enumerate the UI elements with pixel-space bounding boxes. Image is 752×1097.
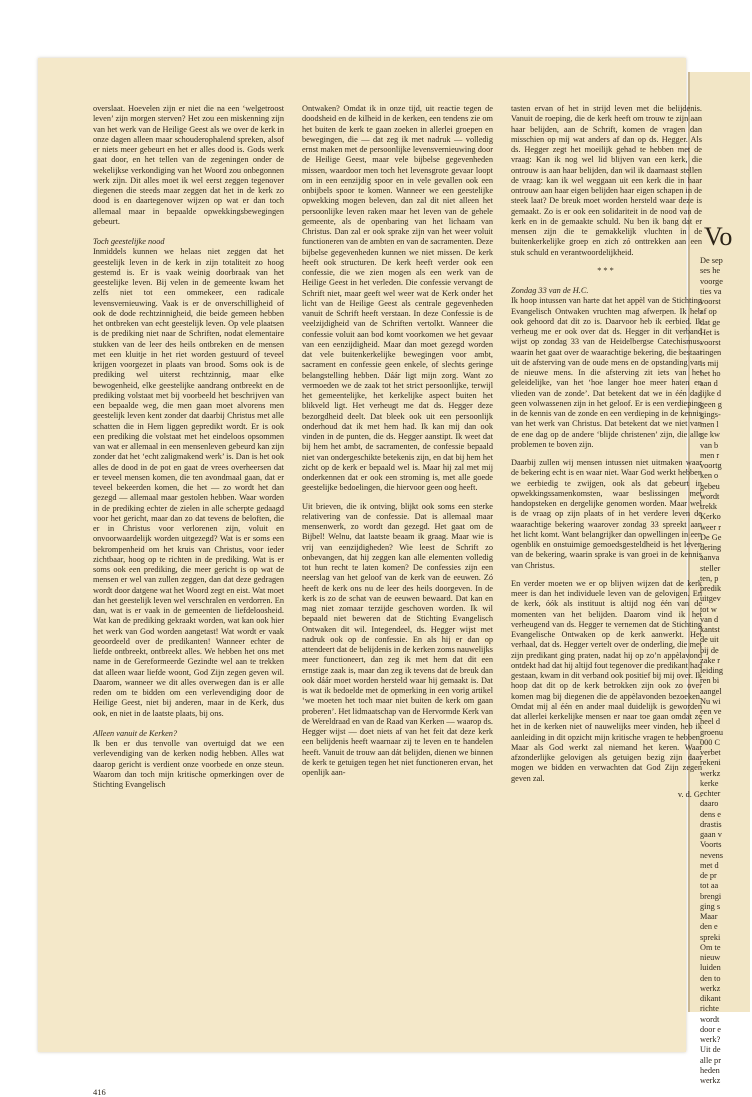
- section-divider: ***: [597, 265, 616, 275]
- adjacent-page-line: drastis: [700, 819, 722, 829]
- adjacent-page-line: werkz: [700, 768, 721, 778]
- adjacent-page-line: Kerko: [700, 512, 721, 522]
- adjacent-page-line: gebeu: [700, 481, 720, 491]
- adjacent-page-line: predik: [700, 584, 722, 593]
- adjacent-page-line: lijke d: [700, 389, 721, 399]
- adjacent-page-line: ses he: [700, 266, 721, 276]
- section-heading: Toch geestelijke nood: [93, 237, 165, 246]
- section-heading: Zondag 33 van de H.C.: [511, 286, 589, 295]
- adjacent-page-line: ging s: [700, 901, 721, 911]
- adjacent-page-line: het ho: [700, 368, 721, 378]
- adjacent-page-line: richte: [700, 1004, 719, 1014]
- adjacent-page-line: steller: [700, 563, 721, 573]
- adjacent-page-line: wordt: [700, 491, 720, 501]
- adjacent-page-line: brengi: [700, 891, 722, 901]
- adjacent-page-title: Vo: [704, 222, 733, 251]
- adjacent-page-line: uitgev: [700, 594, 721, 604]
- adjacent-page-line: nieuw: [700, 953, 721, 962]
- adjacent-page-line: dat ge: [700, 317, 721, 327]
- paragraph: En verder moeten we er op blijven wijzen dat de kerk meer is dan het individuele leven van de gelovigen. En de kerk, óók als instituut is altijd nog één van de momenten van het belijden. Daarom vind ik het verheugend van ds. Hegger te vernemen dat de Stichting Evangelische Ontwaken op de kerk aanwerkt. Het verhaal, dat ds. Hegger vertelt over de onderling, die met zijn predikant ging praten, nadat hij op zo’n appèlavond ontdekt had dat hij altijd fout tegenover die predikant had gestaan, kwam in dit verband ook positief bij mij over. Ik hoop dat dit op de kerk betrokken zijn ook zo over komen mag bij diegenen die de appèlavonden bezoeken. Omdat mij al één en ander maal duidelijk is geworden dat allerlei kerkelijke mensen er naar toe gaan omdat ze het in de kerken niet of nauwelijks meer vinden, heb ik aanleiding in dit opzicht mijn kritische vragen te hebben. Maar als God werkt zal niemand het keren. Waar afzonderlijke gelovigen als getuigen bezig zijn daar mogen we bidden en verwachten dat God Zijn zegen geven zal.: [511, 578, 703, 783]
- adjacent-page-line: heel d: [700, 717, 721, 727]
- adjacent-page-line: wordt: [700, 1014, 720, 1024]
- adjacent-page-line: zake r: [700, 655, 721, 665]
- adjacent-page-line: tot aa: [700, 881, 719, 891]
- adjacent-page-line: spreki: [700, 932, 721, 942]
- adjacent-page-line: luiden: [700, 963, 721, 973]
- adjacent-page-line: met d: [700, 860, 719, 870]
- page-number: 416: [93, 1087, 106, 1097]
- paragraph: Ik ben er dus tenvolle van overtuigd dat we een verlevendiging van de kerken nodig hebben. Alles wat daarop gericht is verdient onze voorbede en onze steun. Waarom dan toch mijn kritische opmerkingen over de Stichting Evangelisch: [93, 739, 284, 789]
- paragraph: Inmiddels kunnen we helaas niet zeggen dat het geestelijk leven in de kerk in zijn totaliteit zo hoog gestemd is. Er is vaak weinig doorbraak van het geestelijke leven. Bij velen in de gemeente kwam het zelfs niet tot een ommekeer, een radicale levensvernieuwing. Vaak is er de onverschilligheid of ook de dode rechtzinnigheid, die beide gemeen hebben het ontbreken van echt geestelijk leven. Op vele plaatsen is de prediking niet naar de Schriften, nodat elementaire stukken van de leer des heils ontbreken en de mensen met een kluitje in het riet worden gestuurd of teveel krijgen voorgezet in plaats van brood. Soms ook is de prediking wel uiterst rechtzinnig, maar elke bewogenheid, elke geestelijke aandrang ontbreekt en de prediking volstaat met bij voorbeeld het beschrijven van een bepaalde weg, die men gaan moet alvorens men geestelijk leven kent zonder dat daarbij Christus met alle schatten die in Hem liggen gepredikt wordt. Er is ook een prediking die volstaat met het eindeloos opsommen van wat er allemaal in een mensenleven gebeurd kan zijn zonder dat het ‘echt zaligmakend werk’ is. Dan is het ook alles de dood in de pot en gaat de vrees overheersen dat er teveel mensen komen, die ten avondmaal gaan, dat er teveel bekeerden komen, die het — zo wordt het dan gezegd — allemaal maar gestolen hebben. Waar worden in de prediking echter de zielen in alle scherpte gedaagd voor het gericht, maar dan zo dat tevens de beloften, die er in Christus voor verlorenen zijn, voluit en onvoorwaardelijk worden uitgezegd? Wat is er soms een bekrompenheid om het kruis van Christus, voor ieder zichtbaar, hoog op te richten in de prediking. Wat is er soms ook een prediking, die meer gericht is op wat de mensen er wel van zullen zeggen, dan dat deze gedragen wordt door datgene wat het Woord zegt en eist. Wat moet dan het geestelijk leven wel verschralen en verdorren. En dan, wat is er vaak in de gemeenten de liefdeloosheid. Wat kan de prediking gekraakt worden, wat kan ook hier het werk van God worden aangetast! Wat wordt er vaak geoordeeld over de predikanten! Wanneer echter de liefde ontbreekt, ontbreekt alles. We hebben het ons met name in de Gereformeerde Gezindte wel aan te trekken dat alleen waar liefde woont, God Zijn zegen geven wil. Daarom, wanneer we dit alles overwegen dan is er alle reden om te bidden om een verlevendiging door de Heilige Geest, niet bij anderen, maar in de Kerk, dus ook, en niet in de laatste plaats, bij ons.: [93, 247, 284, 718]
- adjacent-page-line: ren bi: [700, 676, 720, 686]
- adjacent-page-line: leiding: [700, 666, 724, 675]
- section-heading: Alleen vanuit de Kerken?: [93, 728, 178, 738]
- adjacent-page-line: bij de: [700, 645, 719, 655]
- author-initials: v. d. G.: [677, 789, 702, 799]
- adjacent-page-line: de uit: [700, 635, 719, 645]
- adjacent-page-line: werkz: [700, 1076, 721, 1085]
- adjacent-page-line: door e: [700, 1024, 721, 1034]
- adjacent-page-line: alle pr: [700, 1055, 721, 1065]
- adjacent-page-line: men l: [700, 420, 719, 429]
- adjacent-page-line: ken o: [700, 471, 719, 481]
- adjacent-page-line: De Ge: [700, 532, 722, 542]
- paragraph: Ontwaken? Omdat ik in onze tijd, uit reactie tegen de doodsheid en de kilheid in de kerken, een tendens zie om het buiten de kerk te gaan zoeken in allerlei groepen en bewegingen, die — dat zeg ik met nadruk — volledig ernst maken met de persoonlijke levensvernieuwing door de Heilige Geest, maar vele bijbelse gegevenheden missen, waardoor men toch het levensgrote gevaar loopt om in een eenzijdig spoor en in vele gevallen ook een onbijbels spoor te komen. Wanneer we een geestelijke opwekking mogen beleven, dan zal dit niet alleen het persoonlijke leven raken maar het leven van de gehele gemeente, als de openbaring van het lichaam van Christus. Dan zal er ook sprake zijn van het weer voluit functioneren van de ambten en van de sacramenten. Deze bijbelse gegevenheden kunnen we niet missen. De kerk heeft ook structuren. De kerk heeft verder ook een confessie, die we zien mogen als een werk van de Heilige Geest in het verleden. Die confessie vervangt de Schrift niet, maar geeft wel weer wat de Kerk onder het licht van de Heilige Geest als centrale gegevenheden vanuit de Schrift heeft verstaan. In deze Confessie is de veelzijdigheid van de Schriften vertolkt. Wanneer die confessie voluit aan bod komt voorkomen we het gevaar van een eenzijdigheid. Maar dan moet gezegd worden dat vele buitenkerkelijke bewegingen voor ambt, sacrament en confessie geen enkele, of slechts geringe belangstelling hebben. Dáár ligt mijn zorg. Want zo vermoeden we de zaak tot het strict persoonlijke, terwijl het gemeentelijke, het kerkelijke aspect buiten het blikveld ligt. Het verheugt me dat ds. Hegger deze bezorgdheid deelt. Dat bleek ook uit een persoonlijk onderhoud dat ik met hem had. Ik kan mij dan ook vinden in de punten, die ds. Hegger aanstipt. Ik weet dat bij hem het ambt, de sacramenten, de confessie bepaald niet van ondergeschikte betekenis zijn, en dat bij hem het zicht op de kerk er bepaald wel is. Maar hij zal met mij onderkennen dat er ook een stroming is, met alle goede geestelijke bedoelingen, die hiervoor geen oog heeft.: [302, 104, 493, 493]
- adjacent-page-line: Nu wi: [700, 696, 721, 706]
- adjacent-page-line: daaro: [700, 799, 719, 809]
- adjacent-page-line: gaan v: [700, 830, 722, 839]
- adjacent-page-line: ringen: [700, 348, 722, 358]
- adjacent-page-line: ten, p: [700, 573, 719, 583]
- adjacent-page-line: een ve: [700, 707, 722, 716]
- paragraph: Ik hoop intussen van harte dat het appèl van de Stichting Evangelisch Ontwaken vruchten mag afwerpen. Ik heb ook gehoord dat dit zo is. Daarvoor heb ik eerbied. Ik verheug me er ook over dat ds. Hegger in dit verband wijst op zondag 33 van de Heidelbergse Catechismus, waarin het gaat over de waarachtige bekering, die bestaat uit de afsterving van de oude mens en de opstanding van de nieuwe mens. In die afsterving zit iets van het geleidelijke, van het ‘hoe langer hoe meer haten en vlieden van de zonde’. Dat betekent dat we in één dag geen volwassenen zijn in het geloof. Er is een verdieping in de kennis van de zonde en een verdieping in de kennis van het werk van Christus. Dat betekent dat we niet van de ene dag op de andere ‘blijde christenen’ zijn, die alle problemen te boven zijn.: [511, 296, 702, 449]
- adjacent-page-line: tot w: [700, 604, 717, 614]
- adjacent-page-line: De sep: [700, 256, 723, 265]
- adjacent-page-line: Om te: [700, 942, 721, 952]
- adjacent-page-line: geen g: [700, 399, 722, 409]
- paragraph: Daarbij zullen wij mensen intussen niet uitmaken waar de bekering echt is en waar niet. Waar God werkt hebben we eerbiedig te zwijgen, ook als dat gebeurt in opwekkingssamenkomsten, waar beslissingen met handopsteken en dergelijke genomen worden. Maar wel is de vraag op zijn plaats of in het verdere leven de waarachtige bekering waarover zondag 33 spreekt aan het licht komt. Want belangrijker dan opwellingen in een ogenblik en onstuimige gemoedsgesteldheid is het leven van de bekering, waarin sprake is van groei in de kennis van Christus.: [511, 458, 702, 570]
- adjacent-page-line: weer r: [700, 522, 721, 532]
- adjacent-page-line: Uit de: [700, 1045, 721, 1055]
- paragraph: overslaat. Hoevelen zijn er niet die na een ‘welgetroost leven’ zijn morgen sterven? Het zou een miskenning zijn van het werk van de Heilige Geest als we over de kerk in onze dagen alleen maar schouderophalend spreken, alsof er niets meer gebeurt en het er alles dood is. Gods werk gaat door, en het tellen van de zegeningen onder de wekelijkse verkondiging van het Woord zou onbegonnen werk zijn. Dit alles moet ik wel eerst zeggen tegenover diegenen die steeds maar zeggen dat het in de kerk zo dood is en daartegenover wijzen op wat er dan toch allemaal maar in bepaalde opwekkingsbewegingen gebeurt.: [93, 104, 284, 226]
- adjacent-page-line: trekk: [700, 502, 718, 511]
- adjacent-page-line: voorge: [700, 276, 723, 286]
- adjacent-page-line: gings-: [700, 409, 721, 419]
- paragraph: tasten ervan of het in strijd leven met die belijdenis. Vanuit de roeping, die de kerk heeft om trouw te zijn aan haar belijden, aan de Schrift, komen de vragen dan misschien op mij wat anders af dan op ds. Hegger. Als ds. Hegger zegt het moeilijk gehad te hebben met de vraag: Kan ik nog wel lid blijven van een kerk, die ontrouw is aan haar belijden, dan wil ik daarnaast stellen de vraag: kan ik wel weggaan uit een kerk die in haar ontrouw aan haar eigen belijden haar eigen schapen in de steek laat? De breuk moet worden hersteld waar deze is gemaakt. Zo is er ook een solidariteit in de nood van de kerk en in de gemaakte schuld. Nu ben ik bang dat er mensen zijn die te gemakkelijk vluchten in de buitenkerkelijke groep en zich zó onttrekken aan een stuk schuld en verantwoordelijkheid.: [511, 104, 702, 257]
- adjacent-page-line: rekeni: [700, 758, 721, 768]
- adjacent-page-line: heden: [700, 1065, 720, 1075]
- paragraph: Uit brieven, die ik ontving, blijkt ook soms een sterke relativering van de confessie. Dat is allemaal maar mensenwerk, zo wordt dan gezegd. Het gaat om de Bijbel! Welnu, dat laatste beaam ik graag. Maar wie is vrij van eenzijdigheden? Wie leest de Schrift zo onbevangen, dat hij zeggen kan alle elementen volledig tot hun recht te laten komen? De confessies zijn een neerslag van het geloof van de kerk van de eeuwen. Zó heeft de kerk ons nu de leer des heils doorgeven. In de kerk is zo de schat van de eeuwen bewaard. Dat kan en mag niet zomaar terzijde geschoven worden. Ik wil bepaald niet beweren dat de Stichting Evangelisch Ontwaken dit wil. Integendeel, ds. Hegger wijst met nadruk ook op de confessie. En als hij er dan op attendeert dat de belijdenis in de kerken zoms nauwelijks meer functioneert, dan zeg ik met hem dat dit een ernstige zaak is, maar dan zeg ik tevens dat de breuk dan ook dáár moet worden hersteld waar hij gemaakt is. Dat is wat ik bedoelde met de opmerking in een vorig artikel ‘we moeten het toch maar niet buiten de kerk om gaan proberen’. Het lidmaatschap van de Hervormde Kerk van de Wereldraad en van de Raad van Kerken — waarop ds. Hegger wijst — doet niets af van het feit dat deze kerk een belijdenis heeft waarnaar zij te leven en te handelen heeft. Vanuit de trouw aan dát belijden, dienen we binnen de kerk te getuigen tegen het niet functioneren ervan, het openlijk aan-: [302, 501, 493, 777]
- adjacent-page-line: den to: [700, 973, 721, 983]
- adjacent-page-line: ge kw: [700, 430, 721, 440]
- adjacent-page-line: de pr: [700, 871, 717, 880]
- adjacent-page-line: Het is: [700, 327, 720, 337]
- adjacent-page-line: af op: [700, 307, 717, 317]
- adjacent-page-line: nevens: [700, 850, 724, 860]
- adjacent-page-line: voortg: [700, 461, 722, 470]
- adjacent-page-line: voorst: [700, 338, 721, 347]
- adjacent-page-line: Maar: [700, 912, 718, 921]
- text-column-2: [302, 104, 493, 778]
- adjacent-page-line: dens e: [700, 809, 721, 819]
- adjacent-page-line: Voorts: [700, 840, 722, 850]
- adjacent-page-line: kerke: [700, 778, 719, 788]
- adjacent-page-column: [700, 256, 752, 1086]
- adjacent-page-line: groenu: [700, 727, 724, 737]
- adjacent-page-line: verbet: [700, 748, 721, 757]
- adjacent-page-line: ties va: [700, 286, 722, 296]
- adjacent-page-line: werkz: [700, 983, 721, 993]
- text-column-1: [93, 104, 284, 790]
- adjacent-page-line: is mij: [700, 358, 719, 368]
- adjacent-page-line: dikant: [700, 994, 721, 1003]
- adjacent-page-line: aangel: [700, 686, 722, 696]
- text-column-3: [511, 104, 702, 800]
- adjacent-page-line: echter: [700, 789, 721, 798]
- adjacent-page-line: aan d: [700, 379, 718, 388]
- book-page: [38, 58, 703, 1097]
- adjacent-page-line: dering: [700, 543, 722, 552]
- adjacent-page-line: werk?: [700, 1035, 721, 1044]
- adjacent-page-line: 000 C: [700, 737, 721, 747]
- adjacent-page-line: voorst: [700, 297, 721, 306]
- adjacent-page-line: van d: [700, 614, 719, 624]
- adjacent-page-line: den e: [700, 922, 718, 932]
- adjacent-page-line: kantst: [700, 625, 720, 634]
- adjacent-page-line: men r: [700, 450, 720, 460]
- adjacent-page-line: van b: [700, 440, 719, 450]
- adjacent-page-line: aanva: [700, 553, 720, 563]
